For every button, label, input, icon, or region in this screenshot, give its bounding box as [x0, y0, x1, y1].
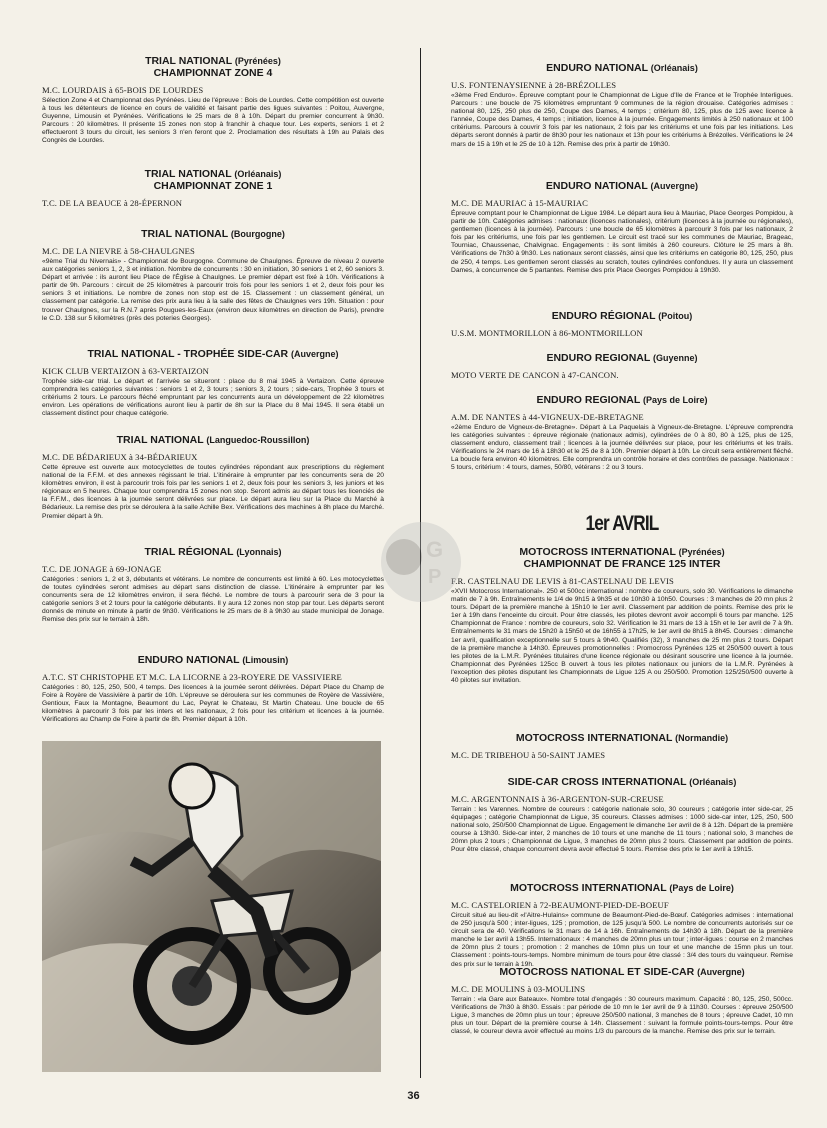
section-region: (Pyrénées)	[678, 547, 725, 557]
club-name: A.M. DE NANTES à 44-VIGNEUX-DE-BRETAGNE	[451, 412, 644, 422]
section-title: ENDURO NATIONAL	[545, 180, 648, 192]
section-title: MOTOCROSS INTERNATIONAL	[510, 882, 667, 894]
section-region: (Bourgogne)	[230, 229, 285, 239]
section-body: Circuit situé au lieu-dit «l'Aitre-Hulains» commune de Beaumont-Pied-de-Bœuf. Catégories admises : international de 250 jusqu'à 500 ; inter-ligues, 125 ; promotion, de 125 jusqu'à 500. Le nombre de concurrents autorisés sur ce circuit sera de 40. Vérifications le 31 mars de 14 à 16h. Entraînements de 14h30 à 18h. Départ de la première manche le 1er avril à 13h55. Internationaux : 4 manches de 20mn plus un tour ; inter-ligues : course en 2 manches de 20mn plus 2 tours ; promotion : 2 manches de 10mn plus un tour et une manche de 15mn plus un tour. Classement : points-tours-temps. Nombre minimum de tours pour être classé : 3/4 des tours du vainqueur. Remise des prix sur le terrain à 19h.	[451, 912, 793, 968]
section-region: (Orléanais)	[234, 169, 282, 179]
section-heading	[42, 55, 384, 67]
section-region: (Pays de Loire)	[643, 395, 708, 405]
section-s2	[42, 168, 384, 210]
section-s4	[42, 348, 384, 418]
section-title: TRIAL NATIONAL	[144, 168, 232, 180]
section-region: (Pyrénées)	[234, 56, 281, 66]
section-title: TRIAL NATIONAL	[145, 55, 232, 67]
section-heading	[42, 228, 384, 240]
section-title: ENDURO NATIONAL	[137, 654, 240, 666]
section-body: Catégories : 80, 125, 250, 500, 4 temps. Des licences à la journée seront délivrées. Départ Place du Champ de Foire à Royère de Vassivière à partir de 10h. L'épreuve se déroulera sur les communes de Royère de Vassivière, Gentioux, Faux la Montagne, Beaumont du Lac, Peyrat le Chateau, St Martin Chateau. Une boucle de 65 kilomètres à parcourir 3 fois par les inters et les nationaux, 2 fois pour les critérium et licences à la journée. Vérifications au Champ de Foire à partir de 8h. Premier départ à 10h.	[42, 684, 384, 724]
section-heading	[451, 732, 793, 744]
page-number: 36	[407, 1090, 420, 1102]
section-r2	[451, 180, 793, 275]
section-heading	[42, 546, 384, 558]
section-heading	[451, 966, 793, 978]
section-title: TRIAL NATIONAL	[116, 434, 204, 446]
section-r7	[451, 732, 793, 762]
club-name: M.C. DE TRIBEHOU à 50-SAINT JAMES	[451, 750, 606, 760]
club-name: U.S. FONTENAYSIENNE à 28-BRÉZOLLES	[451, 80, 617, 90]
svg-text:G: G	[426, 537, 444, 562]
section-s3	[42, 228, 384, 323]
club-name: M.C. DE LA NIEVRE à 58-CHAULGNES	[42, 246, 195, 256]
section-heading	[42, 654, 384, 666]
section-body: «2ème Enduro de Vigneux-de-Bretagne». Départ à La Paquelais à Vigneux-de-Bretagne. L'épreuve comprendra les catégories suivantes : épreuve régionale (nationaux admis), cylindrées de 0 à 80, 80 à 125, plus de 125, classement enduro, classement trail ; licences à la journée délivrées sur place, pour les critériums et les trails. Vérifications le 24 mars de 16 à 18h30 et le 25 de 8 à 10h. Premier départ à 10h. Le circuit sera entièrement fléché. La boucle fera environ 40 kilomètres. Elle comprendra un contrôle horaire et des contrôles de passage. Nationaux : 5 tours, critérium : 4 tours, dames, 50/80, vétérans : 2 ou 3 tours.	[451, 424, 794, 472]
watermark-logo	[376, 517, 466, 607]
section-body: Épreuve comptant pour le Championnat de Ligue 1984. Le départ aura lieu à Mauriac, Place Georges Pompidou, à partir de 10h. Catégories admises : nationaux (licences nationales), critérium (licences à la journée ou régionales), gentlemen (licences à la journée). Parcours : une boucle de 65 kilomètres à parcourir 3 fois par les nationaux, 2 fois par les critériums, une fois par les gentlemen. Le circuit est tracé sur les communes de Mauriac, Brageac, Tourniac, Chaussenac, Chalvignac. Engagements : ils sont limités à 260 coureurs. Clôture le 25 mars à 8h. Vérifications de 7h30 à 9h30. Les nationaux seront classés, ainsi que les critériums en catégorie 80, 125, 250, plus de 250, 4 temps. Les gentlemen seront classés au scratch, toutes cylindrées confondues. Il y aura un classement Dames, à concurrence de 5 partantes. Remise des prix Place Georges Pompidou à 19h30.	[451, 210, 793, 274]
section-region: (Guyenne)	[653, 353, 698, 363]
section-region: (Auvergne)	[291, 349, 339, 359]
section-title: ENDURO RÉGIONAL	[551, 310, 656, 322]
club-name: T.C. DE JONAGE à 69-JONAGE	[42, 564, 162, 574]
section-title: ENDURO NATIONAL	[546, 62, 648, 74]
section-r4	[451, 352, 793, 382]
section-heading	[451, 394, 793, 406]
section-region: (Languedoc-Roussillon)	[206, 435, 310, 445]
section-body: «XVII Motocross International». 250 et 500cc international : nombre de coureurs, solo 30. Vérifications le dimanche matin de 7 à 9h. Entraînements le 1/4 de 9h15 à 9h35 et de 10h30 à 10h50. Courses : 3 manches de 20 mn plus 2 tours. Départ de la première manche à 15h10 le 1er avril. Classement par addition de points. Remise des prix le 1er à 19h dans l'enceinte du circuit. Pour être classés, les pilotes devront avoir accompli 6 tours par manche. 125 Championnat de France : nombre de coureurs, solo 32. Vérification le 31 mars de 13 à 15h et le 1er avril de 7 à 9h. Entraînements le 31 mars de 15h20 à 15h50 et de 16h55 à 17h25, le 1er avril de 8h15 à 8h45. Courses : dimanche 1er avril, qualification exceptionnelle sur 5 tours à 9h40. Qualifiés (32), 3 manches de 25 mn plus 2 tours. Départ de la première manche à 14h30. Épreuves promotionnelles : Promocross Pyrénées 125 et 250/500 ouvert à tous les pilotes de la L.M.R. Pyrénées titulaires d'une licence régionale ou désirant souscrire une licence à la journée. Championnat des Pyrénées 125cc B ouvert à tous les pilotes nationaux ou juniors de la L.M.R. Pyrénées à l'exception des pilotes disputant les Championnats de Ligue 125 A ou 250/500. Promotion 125/250/500 ouverte à 40 pilotes sur invitation.	[451, 588, 793, 685]
club-name: M.C. ARGENTONNAIS à 36-ARGENTON-SUR-CREUSE	[451, 794, 664, 804]
section-body: «9ème Trial du Nivernais» - Championnat de Bourgogne. Commune de Chaulgnes. Épreuve de niveau 2 ouverte aux catégories seniors 1, 2, 3 et initiation. Nombre de concurrents : 30 en initiation, 30 seniors 1 et 2, 60 seniors 3. Départ et arrivée : ils auront lieu Place de l'Église à Chaulgnes. Le premier départ est fixé à 10h. Vérifications à partir de 9h. Parcours : circuit de 25 kilomètres à parcourir trois fois pour les seniors 1 et 2, deux fois pour les seniors 3 et initiations. Le nombre de zones non stop est de 15. Classement : un classement général, un classement par catégorie. La remise des prix aura lieu à la salle des fêtes de Chaulgnes vers 19h. Situation : pour trouver Chaulgnes, sur la R.N.7 après Pougues-les-Eaux (environ deux kilomètres en direction de Paris), prendre le C.D. 138 sur 5 kilomètres (près des poteries Georges).	[42, 258, 384, 322]
section-r3	[451, 310, 793, 340]
section-heading	[451, 776, 793, 788]
section-region: (Auvergne)	[697, 967, 745, 977]
section-title: SIDE-CAR CROSS INTERNATIONAL	[507, 776, 687, 788]
date-banner: 1er AVRIL	[585, 512, 659, 535]
section-subheading: CHAMPIONNAT ZONE 4	[153, 67, 273, 79]
section-heading	[451, 62, 793, 74]
section-title: MOTOCROSS INTERNATIONAL	[515, 732, 673, 744]
section-heading	[42, 434, 384, 446]
section-body: Terrain : «la Gare aux Bateaux». Nombre total d'engagés : 30 coureurs maximum. Capacité : 80, 125, 250, 500cc. Vérifications de 7h30 à 8h30. Essais : par période de 10 mn le 1er avril de 9 à 11h30. Courses : épreuve 250/500 Ligue, 3 manches de 20mn plus un tour ; épreuve 250/500 national, 3 manches de 8 tours ; épreuve Cadet, 10 mn plus un tour. Départ de la première course à 14h. Classement : suivant la formule points-tours-temps. Pour être classé, le coureur devra avoir effectué au moins 1/3 du parcours de la manche. Remise des prix sur le terrain.	[451, 996, 793, 1036]
section-heading	[451, 882, 793, 894]
section-heading	[451, 546, 793, 558]
club-name: MOTO VERTE DE CANCON à 47-CANCON.	[451, 370, 619, 380]
section-r6	[451, 546, 793, 685]
section-r5	[451, 394, 793, 473]
photo-illustration	[42, 741, 381, 1072]
club-name: M.C. DE MOULINS à 03-MOULINS	[451, 984, 586, 994]
section-region: (Auvergne)	[650, 181, 699, 191]
section-body: «3ème Fred Enduro». Épreuve comptant pour le Championnat de Ligue d'Ile de France et le Trophée Interligues. Parcours : une boucle de 75 kilomètres empruntant 9 communes de la région drouaise. Catégories admises : national 80, 125, 250 plus de 250, Coupe des Dames, 4 temps ; critérium 80, 125, plus de 125 avec licence à l'année, Coupe des Dames, 4 temps ; initiation, licence à la journée. Engagements limités à 250 nationaux et 100 critériums. Parcours à couvrir 3 fois par les nationaux, 2 fois par les critériums et une fois par les initiations. Les départs seront donnés à partir de 8h30 pour les nationaux et 13h pour les critériums à Brézolles. Vérifications le 24 mars de 15 à 19h et le 25 de 10 à 12h. Remise des prix à partir de 19h30.	[451, 92, 793, 148]
section-body: Catégories : seniors 1, 2 et 3, débutants et vétérans. Le nombre de concurrents est limité à 60. Les motocyclettes de toutes cylindrées seront admises au départ sans distinction de classe. L'itinéraire à emprunter par les concurrents sera de 12 kilomètres environ, il sera fléché. Le nombre de tours à parcourir sera de 3 pour la catégorie seniors 3 et 2 tours pour la catégorie débutants. Il y aura 12 zones non stop par tour. Les départs seront donnés de minute en minute à partir de 9h30. Vérifications le 25 mars de 8 à 9h30 au stade municipal de Jonage. Remise des prix sur le terrain à 18h.	[42, 576, 384, 624]
club-name: KICK CLUB VERTAIZON à 63-VERTAIZON	[42, 366, 209, 376]
section-title: TRIAL NATIONAL - TROPHÉE SIDE-CAR	[87, 348, 289, 360]
club-name: U.S.M. MONTMORILLON à 86-MONTMORILLON	[451, 328, 643, 338]
section-title: MOTOCROSS INTERNATIONAL	[519, 546, 676, 558]
section-title: ENDURO REGIONAL	[536, 394, 641, 406]
section-region: (Lyonnais)	[236, 547, 282, 557]
section-subheading: CHAMPIONNAT ZONE 1	[153, 180, 273, 192]
club-name: F.R. CASTELNAU DE LEVIS à 81-CASTELNAU DE LEVIS	[451, 576, 674, 586]
club-name: M.C. CASTELORIEN à 72-BEAUMONT-PIED-DE-BOEUF	[451, 900, 669, 910]
section-subheading: CHAMPIONNAT DE FRANCE 125 INTER	[523, 558, 721, 570]
section-s7	[42, 654, 384, 724]
section-region: (Orléanais)	[650, 63, 698, 73]
section-s5	[42, 434, 384, 521]
section-r10	[451, 966, 793, 1036]
section-r9	[451, 882, 793, 969]
section-region: (Normandie)	[675, 733, 729, 743]
section-region: (Pays de Loire)	[669, 883, 734, 893]
section-region: (Poitou)	[658, 311, 693, 321]
section-r1	[451, 62, 793, 149]
section-s6	[42, 546, 384, 625]
section-region: (Limousin)	[242, 655, 289, 665]
section-title: ENDURO REGIONAL	[546, 352, 651, 364]
section-region: (Orléanais)	[689, 777, 737, 787]
section-heading	[451, 352, 793, 364]
section-heading	[451, 310, 793, 322]
svg-text:P: P	[428, 566, 442, 588]
section-heading	[42, 348, 384, 360]
section-s1	[42, 55, 384, 146]
section-body: Terrain : les Varennes. Nombre de coureurs : catégorie nationale solo, 30 coureurs ; catégorie inter side-car, 25 équipages ; catégorie Championnat de Ligue, 35 coureurs. Classes admises : 1000 side-car inter, 125, 250, 500 national solo, 250/500 Championnat de Ligue. Engagement le dimanche 1er avril de 8 à 12h. Départ de la première course à 13h30. Side-car inter, 2 manches de 10 tours et une manche de 11 tours ; national solo, 3 manches de 20mn plus 2 tours ; Championnat de Ligue, 3 manches de 20mn plus 2 tours. Classement par addition de points. Pour être classé, chaque concurrent devra avoir effectué 5 tours. Remise des prix le 1er avril à 19h15.	[451, 806, 793, 854]
section-title: TRIAL NATIONAL	[141, 228, 228, 240]
club-name: M.C. LOURDAIS à 65-BOIS DE LOURDES	[42, 85, 204, 95]
section-heading	[42, 168, 384, 180]
section-title: MOTOCROSS NATIONAL ET SIDE-CAR	[499, 966, 695, 978]
motocross-rider-photo	[42, 741, 381, 1072]
section-body: Trophée side-car trial. Le départ et l'arrivée se situeront : place du 8 mai 1945 à Vertaizon. Cette épreuve comprendra les catégories suivantes : seniors 1 et 2, 3 tours ; seniors 3, 2 tours ; side-cars, Trophée 3 tours et critériums 2 tours. Le parcours fléché empruntant par les concurrents aura un développement de 22 kilomètres environ. Les opérations de vérifications auront lieu à partir de 8h sur la Place du 8 Mai 1945. Il sera établi un classement distinct pour chaque catégorie.	[42, 378, 384, 418]
club-name: M.C. DE MAURIAC à 15-MAURIAC	[451, 198, 588, 208]
section-heading	[451, 180, 793, 192]
club-name: A.T.C. ST CHRISTOPHE ET M.C. LA LICORNE à 23-ROYERE DE VASSIVIERE	[42, 672, 342, 682]
club-name: T.C. DE LA BEAUCE à 28-ÉPERNON	[42, 198, 183, 208]
section-body: Cette épreuve est ouverte aux motocyclettes de toutes cylindrées répondant aux prescriptions du règlement national de la F.F.M. et des annexes régissant le trial. L'itinéraire à emprunter par les concurrents sera de 20 kilomètres environ, il est à parcourir trois fois par les seniors 1 et 2, deux fois pour les seniors 3, les juniors et les régionaux en 5 heures. Chaque tour comprendra 15 zones non stop. Seront admis au départ tous les licenciés de la F.F.M., des licences à la journée seront délivrées sur place. Le départ aura lieu sur la Place du Marché à Bédarieux. La remise des prix se déroulera à la salle Achille Bex. Vérifications des machines à 8h place du Marché. Premier départ à 9h.	[42, 464, 384, 520]
section-title: TRIAL RÉGIONAL	[144, 546, 234, 558]
section-r8	[451, 776, 793, 855]
club-name: M.C. DE BÉDARIEUX à 34-BÉDARIEUX	[42, 452, 198, 462]
section-body: Sélection Zone 4 et Championnat des Pyrénées. Lieu de l'épreuve : Bois de Lourdes. Cette compétition est ouverte à tous les détenteurs de licence en cours de validité et faisant partie des ligues suivantes : Poitou, Auvergne, Guyenne, Limousin et Pyrénées. Vérifications le 25 mars de 8 à 10h. Départ du premier concurrent à 9h30. Parcours : 20 kilomètres. Il présente 15 zones non stop à franchir à chaque tour. Les experts, seniors 1 et 2 effectueront 3 tours du circuit, les seniors 3 n'en feront que 2. Proclamation des résultats à 19h au Palais des Congrès de Lourdes.	[42, 97, 384, 145]
